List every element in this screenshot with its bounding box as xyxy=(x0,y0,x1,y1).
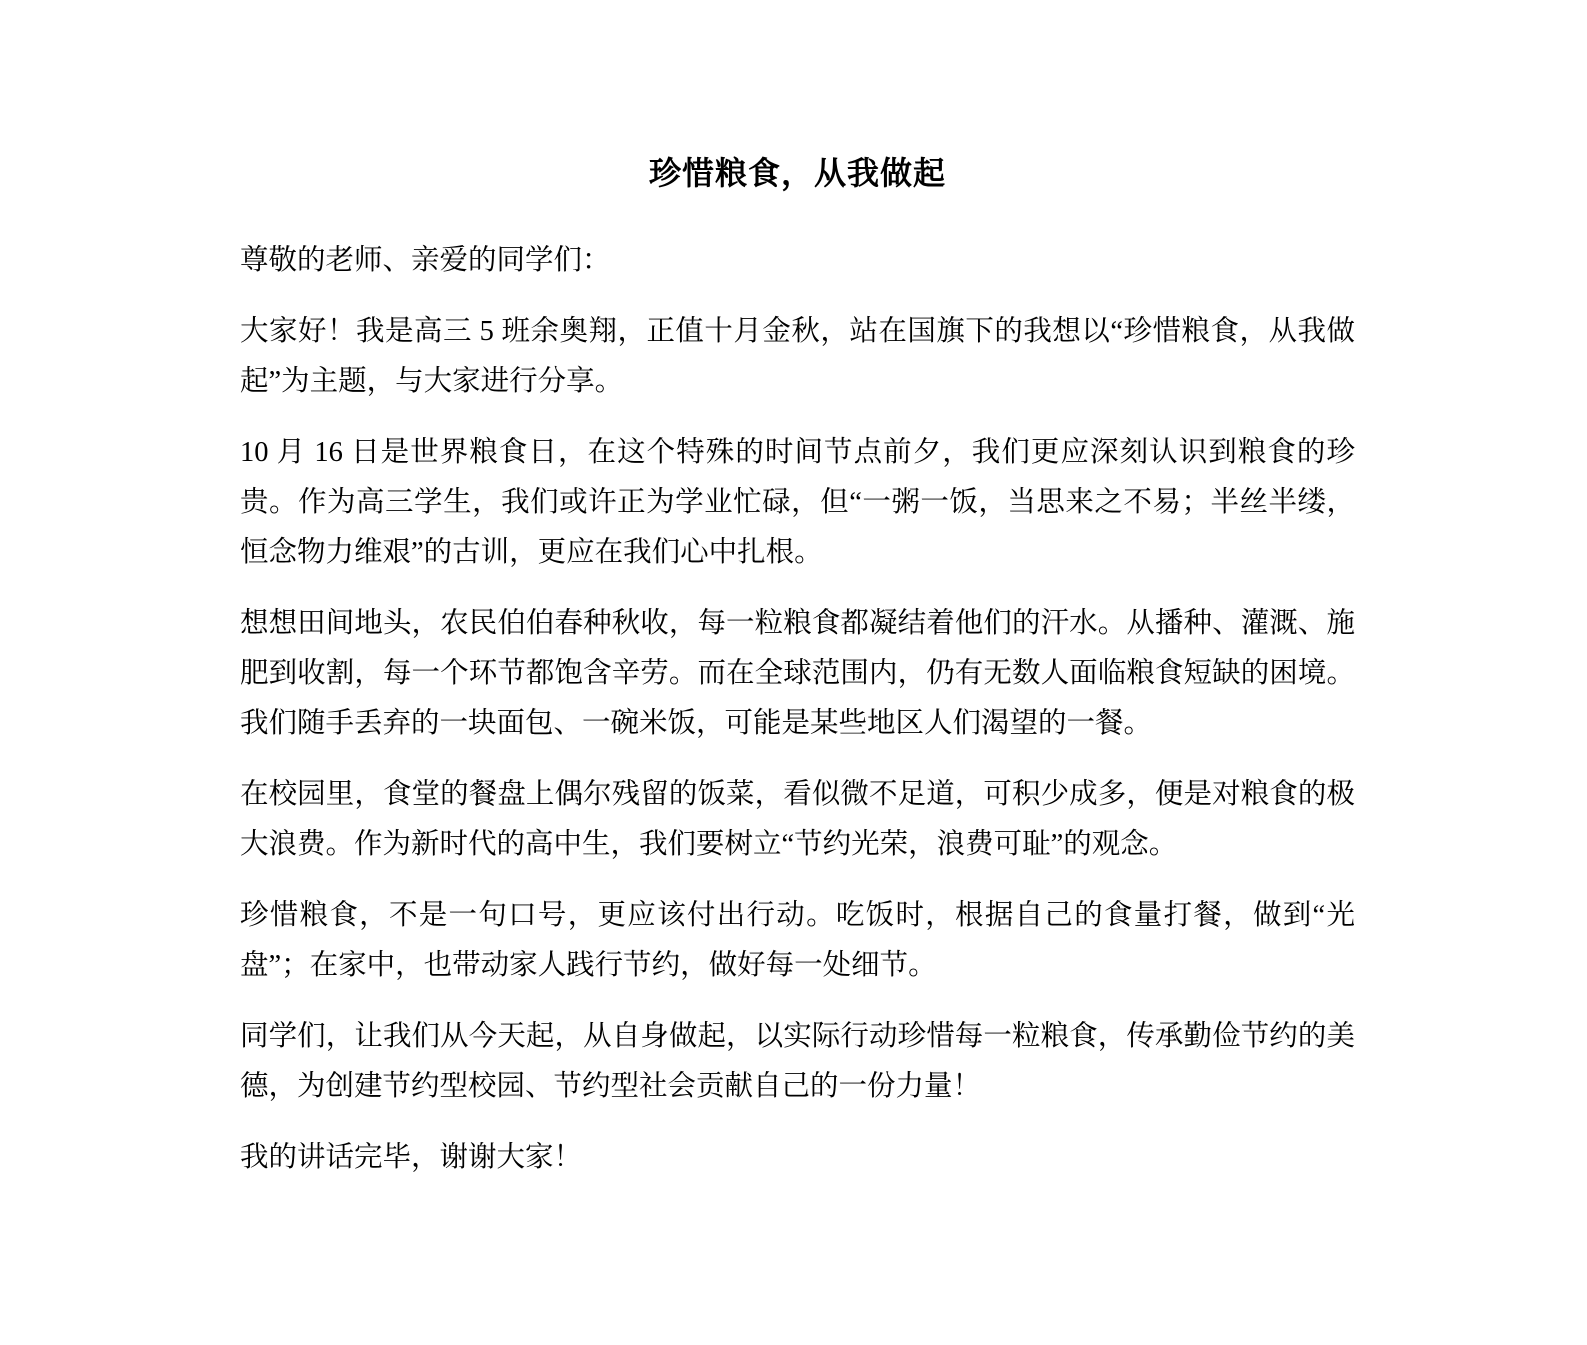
paragraph: 珍惜粮食，不是一句口号，更应该付出行动。吃饭时，根据自己的食量打餐，做到“光盘”；在家中，也带动家人践行节约，做好每一处细节。 xyxy=(240,900,1355,981)
document-body xyxy=(240,236,1355,1183)
paragraph: 尊敬的老师、亲爱的同学们： xyxy=(240,245,611,276)
paragraph: 在校园里，食堂的餐盘上偶尔残留的饭菜，看似微不足道，可积少成多，便是对粮食的极大浪费。作为新时代的高中生，我们要树立“节约光荣，浪费可耻”的观念。 xyxy=(240,779,1355,860)
paragraph: 同学们，让我们从今天起，从自身做起，以实际行动珍惜每一粒粮食，传承勤俭节约的美德，为创建节约型校园、节约型社会贡献自己的一份力量！ xyxy=(240,1021,1355,1102)
paragraph: 10 月 16 日是世界粮食日，在这个特殊的时间节点前夕，我们更应深刻认识到粮食的珍贵。作为高三学生，我们或许正为学业忙碌，但“一粥一饭，当思来之不易；半丝半缕，恒念物力维艰”的古训，更应在我们心中扎根。 xyxy=(240,437,1355,568)
paragraph: 我的讲话完毕，谢谢大家！ xyxy=(240,1142,583,1173)
paragraph: 想想田间地头，农民伯伯春种秋收，每一粒粮食都凝结着他们的汗水。从播种、灌溉、施肥到收割，每一个环节都饱含辛劳。而在全球范围内，仍有无数人面临粮食短缺的困境。我们随手丢弃的一块面包、一碗米饭，可能是某些地区人们渴望的一餐。 xyxy=(240,608,1355,739)
document-title: 珍惜粮食，从我做起 xyxy=(648,155,946,191)
paragraph: 大家好！我是高三 5 班余奥翔，正值十月金秋，站在国旗下的我想以“珍惜粮食，从我做起”为主题，与大家进行分享。 xyxy=(240,316,1355,397)
